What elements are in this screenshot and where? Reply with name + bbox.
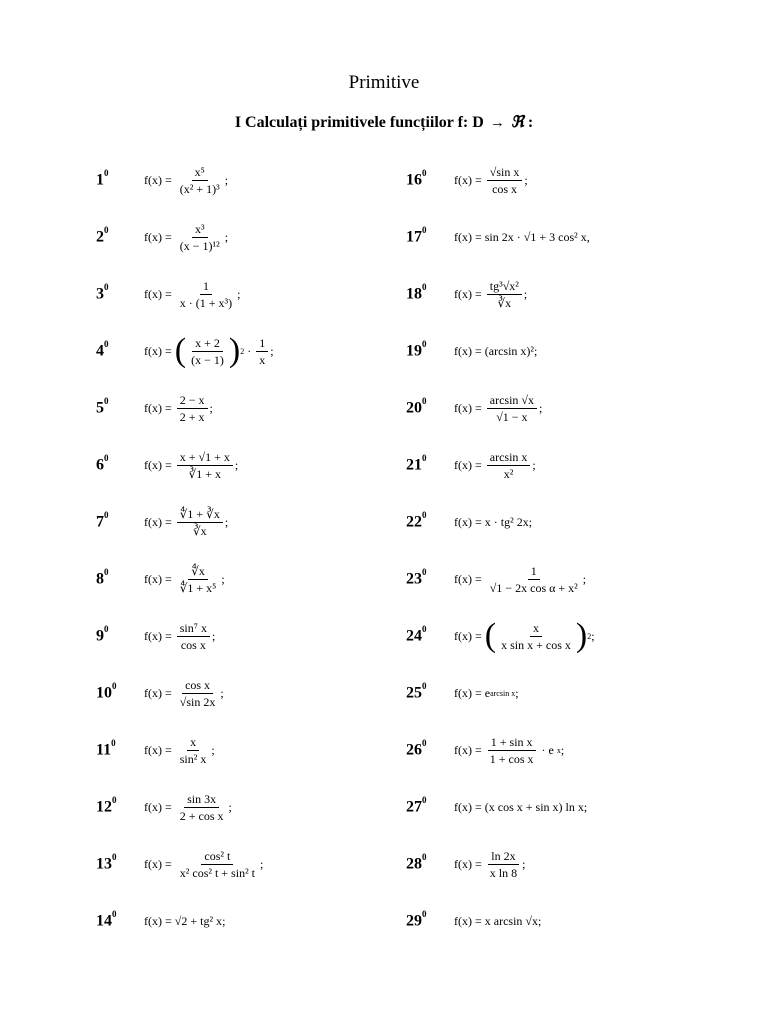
- fraction-denominator: 2 + cos x: [179, 808, 224, 823]
- exercise-number: [406, 398, 454, 417]
- fraction-denominator: √sin 2x: [179, 694, 216, 709]
- exercise-item: [96, 266, 240, 322]
- close-paren: ): [228, 332, 241, 369]
- exercise-formula: [144, 165, 228, 196]
- formula-lhs: f(x) =: [144, 742, 175, 757]
- fraction-numerator: x³: [192, 222, 208, 238]
- fraction-numerator: tg³√x²: [487, 279, 522, 295]
- exercise-number: [406, 854, 454, 873]
- exercise-item: [406, 380, 542, 436]
- fraction-denominator: x² cos² t + sin² t: [179, 865, 255, 880]
- fraction-numerator: x + √1 + x: [177, 450, 233, 466]
- exercise-item: [406, 893, 541, 949]
- formula-terminator: ;: [234, 457, 239, 472]
- formula-terminator: ;: [222, 913, 226, 928]
- exercise-degree-mark: 0: [422, 168, 427, 179]
- formula-lhs: f(x) =: [144, 229, 175, 244]
- exercise-formula: [454, 450, 536, 481]
- exercise-degree-mark: 0: [112, 909, 117, 920]
- fraction-numerator: x + 2: [192, 336, 223, 352]
- formula-terminator: ;: [560, 742, 565, 757]
- formula-expression: (arcsin x)²: [484, 343, 535, 358]
- fraction-numerator: sin 3x: [184, 792, 219, 808]
- exercise-number: [96, 797, 144, 816]
- exercise-number-value: 26: [406, 741, 422, 759]
- subtitle-text: I Calculați primitivele funcțiilor f: D: [234, 114, 484, 131]
- fraction: [177, 279, 235, 310]
- exercise-formula: [144, 450, 238, 481]
- fraction: [188, 336, 227, 367]
- exercise-number: [96, 341, 144, 360]
- fraction-denominator: sin² x: [179, 751, 207, 766]
- formula-lhs: f(x) =: [144, 172, 175, 187]
- formula-lhs: f(x) =: [454, 172, 485, 187]
- fraction-numerator: x: [530, 621, 542, 637]
- exercise-number-value: 5: [96, 399, 104, 417]
- formula-terminator: ;: [515, 685, 519, 700]
- exercise-formula: [454, 564, 586, 595]
- fraction-denominator: (x − 1)¹²: [179, 238, 220, 253]
- exercise-degree-mark: 0: [104, 396, 109, 407]
- open-paren: (: [174, 332, 187, 369]
- exercise-item: [96, 893, 225, 949]
- formula-expression: x arcsin √x: [484, 913, 539, 928]
- exercise-degree-mark: 0: [104, 510, 109, 521]
- fraction: [487, 564, 581, 595]
- exercise-number-value: 14: [96, 912, 112, 930]
- exercise-number-value: 13: [96, 855, 112, 873]
- formula-terminator: ;: [532, 457, 536, 472]
- page-subtitle: [0, 112, 768, 132]
- exercise-degree-mark: 0: [422, 453, 427, 464]
- exercise-formula: [144, 735, 215, 766]
- fraction: [177, 564, 220, 595]
- exercise-number-value: 20: [406, 399, 422, 417]
- exercise-number: [406, 170, 454, 189]
- formula-superscript: arcsin x: [490, 688, 516, 698]
- fraction-denominator: cos x: [492, 181, 518, 196]
- formula-terminator: ;: [583, 799, 588, 814]
- formula-lhs: f(x) =: [454, 685, 485, 700]
- fraction-numerator: 1: [528, 564, 540, 580]
- exercise-number: [96, 227, 144, 246]
- formula-lhs: f(x) =: [454, 457, 485, 472]
- exercise-item: [406, 608, 595, 664]
- formula-terminator: ;: [224, 172, 229, 187]
- exercise-item: [406, 551, 586, 607]
- exercise-formula: [144, 914, 225, 929]
- exercise-number: [96, 683, 144, 702]
- exercise-item: [96, 551, 225, 607]
- formula-lhs: f(x) =: [454, 571, 485, 586]
- formula-terminator: ;: [538, 913, 542, 928]
- formula-expression: x · tg² 2x: [484, 514, 529, 529]
- exercise-formula: [454, 619, 595, 653]
- exercise-degree-mark: 0: [111, 738, 116, 749]
- fraction-numerator: 1: [256, 336, 268, 352]
- formula-expression: (x cos x + sin x) ln x: [484, 799, 584, 814]
- fraction-denominator: (x² + 1)³: [179, 181, 220, 196]
- formula-lhs: f(x) =: [144, 799, 175, 814]
- exercise-formula: [144, 279, 240, 310]
- exercise-item: [96, 380, 213, 436]
- fraction: [487, 165, 523, 196]
- exercise-formula: [454, 686, 519, 701]
- exercise-number-value: 23: [406, 570, 422, 588]
- exercise-number: [406, 911, 454, 930]
- formula-terminator: ;: [522, 856, 526, 871]
- exercise-formula: [144, 393, 213, 424]
- exercise-number-value: 3: [96, 285, 104, 303]
- formula-lhs: f(x) =: [454, 913, 485, 928]
- exercise-number-value: 29: [406, 912, 422, 930]
- subtitle-colon: :: [527, 114, 534, 131]
- exercise-number: [96, 740, 144, 759]
- fraction-denominator: √1 − x: [496, 409, 528, 424]
- formula-lhs: f(x) =: [454, 514, 485, 529]
- exercise-number-value: 8: [96, 570, 104, 588]
- open-paren: (: [484, 617, 497, 654]
- fraction-numerator: sin⁷ x: [177, 621, 210, 637]
- exercise-formula: [454, 849, 525, 880]
- exercise-formula: [454, 279, 527, 310]
- exercise-item: [96, 722, 215, 778]
- formula-terminator: ;: [534, 343, 538, 358]
- exercise-degree-mark: 0: [422, 624, 427, 635]
- exercise-number: [406, 740, 454, 759]
- fraction-numerator: ln 2x: [488, 849, 518, 865]
- exercise-number-value: 9: [96, 627, 104, 645]
- fraction: [177, 735, 210, 766]
- formula-terminator: ;: [228, 799, 232, 814]
- formula-terminator: ;: [523, 286, 528, 301]
- exercise-formula: [144, 678, 224, 709]
- fraction-numerator: x⁵: [192, 165, 208, 181]
- exercise-degree-mark: 0: [422, 795, 427, 806]
- exercise-item: [96, 836, 263, 892]
- fraction-numerator: 2 − x: [177, 393, 208, 409]
- formula-terminator: ,: [586, 229, 590, 244]
- exercise-number: [96, 398, 144, 417]
- fraction-denominator: x sin x + cos x: [501, 637, 571, 652]
- fraction-numerator: x: [187, 735, 199, 751]
- exercise-degree-mark: 0: [104, 282, 109, 293]
- exercise-number-value: 25: [406, 684, 422, 702]
- exercise-number-value: 19: [406, 342, 422, 360]
- fraction: [177, 621, 210, 652]
- exercise-number: [406, 512, 454, 531]
- formula-lhs: f(x) =: [144, 628, 175, 643]
- exercise-number: [96, 911, 144, 930]
- fraction: [177, 678, 219, 709]
- exercise-item: [406, 323, 537, 379]
- exercise-formula: [144, 849, 263, 880]
- formula-terminator: ;: [224, 229, 229, 244]
- fraction: [487, 393, 537, 424]
- exercise-number: [406, 569, 454, 588]
- exercise-number-value: 6: [96, 456, 104, 474]
- exercise-item: [406, 722, 564, 778]
- exercise-formula: [454, 393, 542, 424]
- fraction: [177, 792, 227, 823]
- exercise-formula: [454, 344, 537, 359]
- formula-terminator: ;: [524, 172, 528, 187]
- exercise-formula: [454, 515, 532, 530]
- page-title: Primitive: [348, 72, 420, 93]
- formula-terminator: ;: [528, 514, 533, 529]
- exercise-item: [406, 494, 532, 550]
- formula-terminator: ;: [591, 628, 595, 643]
- fraction-numerator: 1: [200, 279, 212, 295]
- exercise-number-value: 21: [406, 456, 422, 474]
- exercise-degree-mark: 0: [112, 681, 117, 692]
- fraction-denominator: x ln 8: [489, 865, 518, 880]
- exercise-number-value: 28: [406, 855, 422, 873]
- fraction: [487, 450, 531, 481]
- exercise-item: [406, 152, 528, 208]
- fraction: [177, 507, 223, 538]
- formula-lhs: f(x) =: [454, 742, 485, 757]
- exercise-degree-mark: 0: [104, 567, 109, 578]
- exercise-number: [406, 227, 454, 246]
- exercise-number: [406, 683, 454, 702]
- exercise-formula: [144, 621, 215, 652]
- exercise-item: [96, 665, 224, 721]
- exercise-number-value: 4: [96, 342, 104, 360]
- exercise-degree-mark: 0: [422, 282, 427, 293]
- exercise-number: [406, 797, 454, 816]
- exercise-item: [406, 665, 519, 721]
- exercise-degree-mark: 0: [104, 453, 109, 464]
- exercise-formula: [144, 564, 225, 595]
- exercise-number: [406, 626, 454, 645]
- exercise-degree-mark: 0: [422, 510, 427, 521]
- fraction: [487, 279, 522, 310]
- formula-lhs: f(x) =: [144, 685, 175, 700]
- formula-lhs: f(x) =: [454, 229, 485, 244]
- exercise-number-value: 22: [406, 513, 422, 531]
- fraction-denominator: ∛x: [192, 523, 207, 538]
- exercise-item: [406, 266, 527, 322]
- exercise-number-value: 1: [96, 171, 104, 189]
- formula-lhs: f(x) =: [454, 286, 485, 301]
- formula-expression: sin 2x · √1 + 3 cos² x: [484, 229, 587, 244]
- exercise-degree-mark: 0: [422, 852, 427, 863]
- formula-lhs: f(x) =: [144, 514, 175, 529]
- formula-lhs: f(x) =: [144, 457, 175, 472]
- fraction-numerator: ∜x: [188, 564, 208, 580]
- exercise-number-value: 11: [96, 741, 112, 759]
- exercise-degree-mark: 0: [104, 339, 109, 350]
- exercise-formula: [144, 792, 232, 823]
- exercise-number: [96, 284, 144, 303]
- formula-lhs: f(x) =: [144, 571, 175, 586]
- exercise-number: [96, 854, 144, 873]
- exercise-item: [96, 437, 238, 493]
- arrow-icon: →: [489, 115, 505, 131]
- exercise-item: [96, 608, 215, 664]
- power-exponent: 2: [240, 346, 245, 356]
- exercise-number-value: 17: [406, 228, 422, 246]
- fraction-denominator: x²: [503, 466, 514, 481]
- exercise-number-value: 27: [406, 798, 422, 816]
- fraction-denominator: ∛x: [497, 295, 512, 310]
- formula-lhs: f(x) =: [144, 913, 175, 928]
- fraction-denominator: √1 − 2x cos α + x²: [489, 580, 578, 595]
- fraction: [177, 849, 258, 880]
- exercise-item: [96, 209, 228, 265]
- power-exponent: 2: [587, 631, 592, 641]
- exercise-degree-mark: 0: [112, 795, 117, 806]
- fraction: [177, 450, 233, 481]
- fraction-numerator: cos x: [182, 678, 213, 694]
- fraction-numerator: ∜1 + ∛x: [177, 507, 223, 523]
- fraction: [177, 165, 223, 196]
- fraction-denominator: cos x: [180, 637, 206, 652]
- exercise-item: [406, 209, 590, 265]
- fraction-numerator: cos² t: [201, 849, 233, 865]
- exercise-number: [96, 626, 144, 645]
- formula-lhs: f(x) =: [454, 628, 485, 643]
- exercise-formula: [454, 735, 564, 766]
- fraction: [177, 222, 223, 253]
- formula-terminator: ;: [211, 628, 216, 643]
- formula-lhs: f(x) =: [144, 343, 175, 358]
- exercise-degree-mark: 0: [422, 567, 427, 578]
- formula-terminator: ;: [224, 514, 229, 529]
- exercise-number-value: 7: [96, 513, 104, 531]
- exercise-number: [406, 284, 454, 303]
- formula-terminator: ;: [270, 343, 274, 358]
- exercise-number: [96, 170, 144, 189]
- exercise-degree-mark: 0: [422, 396, 427, 407]
- formula-lhs: f(x) =: [144, 856, 175, 871]
- fraction-denominator: ∜1 + x⁵: [179, 580, 217, 595]
- fraction-denominator: x · (1 + x³): [179, 295, 233, 310]
- multiply-sign: ·: [244, 343, 255, 358]
- real-set-symbol: ℜ: [510, 112, 524, 131]
- formula-terminator: ;: [220, 685, 224, 700]
- exercise-number-value: 10: [96, 684, 112, 702]
- fraction-secondary: [256, 336, 268, 367]
- exercise-formula: [454, 230, 590, 245]
- exercise-degree-mark: 0: [104, 624, 109, 635]
- exercise-number: [96, 569, 144, 588]
- fraction: [487, 735, 537, 766]
- exercise-degree-mark: 0: [112, 852, 117, 863]
- formula-lhs: f(x) =: [454, 343, 485, 358]
- exercise-number-value: 16: [406, 171, 422, 189]
- exercise-number: [406, 341, 454, 360]
- exercise-formula: [144, 507, 228, 538]
- exercise-formula: [144, 222, 228, 253]
- formula-terminator: ;: [221, 571, 225, 586]
- formula-expression: e: [484, 685, 491, 700]
- formula-terminator: ;: [211, 742, 215, 757]
- exercise-number-value: 24: [406, 627, 422, 645]
- exercise-formula: [454, 914, 541, 929]
- exercise-number: [96, 455, 144, 474]
- exercise-item: [96, 494, 228, 550]
- formula-lhs: f(x) =: [144, 286, 175, 301]
- fraction-denominator: (x − 1): [191, 352, 224, 367]
- formula-terminator: ;: [539, 400, 543, 415]
- exercise-formula: [454, 165, 528, 196]
- exercise-item: [406, 437, 536, 493]
- exercise-item: [96, 323, 274, 379]
- formula-terminator: ;: [582, 571, 587, 586]
- fraction-numerator: arcsin √x: [487, 393, 537, 409]
- formula-lhs: f(x) =: [454, 400, 485, 415]
- exercise-number: [96, 512, 144, 531]
- formula-lhs: f(x) =: [454, 856, 485, 871]
- formula-lhs: f(x) =: [144, 400, 175, 415]
- formula-expression: √2 + tg² x: [174, 913, 223, 928]
- fraction-numerator: √sin x: [487, 165, 523, 181]
- exercise-formula: [144, 334, 274, 368]
- formula-terminator: ;: [237, 286, 241, 301]
- fraction: [498, 621, 574, 652]
- exercise-item: [96, 779, 232, 835]
- exercise-number-value: 12: [96, 798, 112, 816]
- close-paren: ): [575, 617, 588, 654]
- fraction: [177, 393, 208, 424]
- exercise-number-value: 2: [96, 228, 104, 246]
- fraction-numerator: arcsin x: [487, 450, 531, 466]
- exercise-degree-mark: 0: [104, 225, 109, 236]
- exercise-number: [406, 455, 454, 474]
- formula-terminator: ;: [209, 400, 213, 415]
- fraction-numerator: 1 + sin x: [488, 735, 536, 751]
- formula-terminator: ;: [260, 856, 264, 871]
- fraction-denominator: ∛1 + x: [188, 466, 222, 481]
- exercise-item: [406, 779, 587, 835]
- exercise-degree-mark: 0: [422, 681, 427, 692]
- exercise-item: [96, 152, 228, 208]
- exercise-degree-mark: 0: [422, 909, 427, 920]
- exercise-degree-mark: 0: [422, 339, 427, 350]
- exercise-degree-mark: 0: [104, 168, 109, 179]
- exercise-number-value: 18: [406, 285, 422, 303]
- exercise-degree-mark: 0: [422, 738, 427, 749]
- formula-lhs: f(x) =: [454, 799, 485, 814]
- fraction-denominator: 2 + x: [179, 409, 205, 424]
- exercise-formula: [454, 800, 587, 815]
- exercise-degree-mark: 0: [422, 225, 427, 236]
- multiply-sign: · e: [538, 742, 557, 757]
- exercise-item: [406, 836, 525, 892]
- fraction-denominator: 1 + cos x: [489, 751, 534, 766]
- formula-superscript: x: [556, 745, 561, 755]
- fraction: [487, 849, 520, 880]
- fraction-denominator: x: [259, 352, 266, 367]
